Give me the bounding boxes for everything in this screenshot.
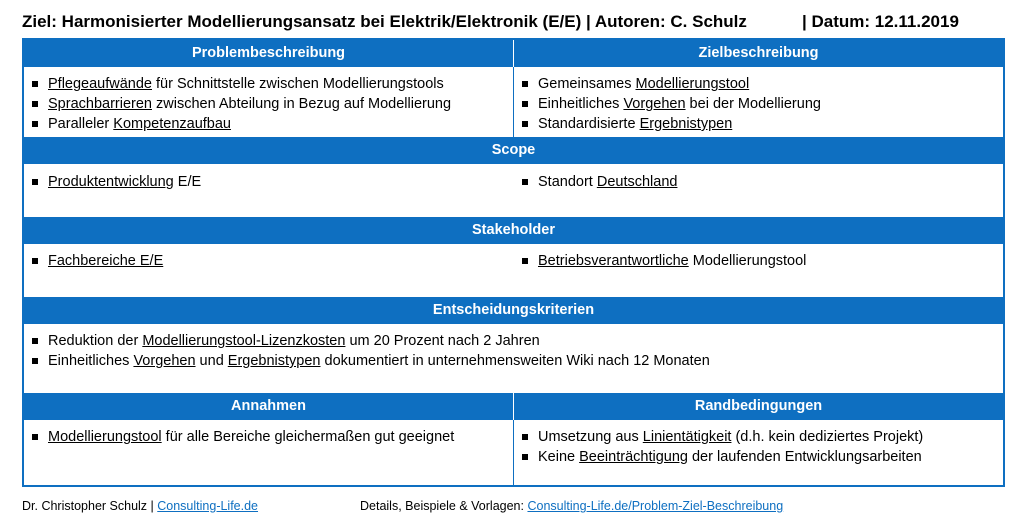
underlined-term: Sprachbarrieren <box>48 96 152 112</box>
item-text: Standort <box>538 174 597 190</box>
list-item <box>32 114 451 134</box>
date-label: | Datum: 12.11.2019 <box>802 12 959 31</box>
bullet-icon <box>522 101 528 107</box>
list-item <box>522 427 923 447</box>
canvas-frame <box>22 38 1005 487</box>
underlined-term: Betriebsverantwortliche <box>538 253 689 269</box>
band-problembeschreibung: Problembeschreibung <box>24 40 513 67</box>
list-item <box>32 251 163 271</box>
item-text: für alle Bereiche gleichermaßen gut geeignet <box>161 429 455 445</box>
item-text: zwischen Abteilung in Bezug auf Modellierung <box>151 96 452 112</box>
list-zielbeschreibung <box>522 74 821 134</box>
bullet-icon <box>32 101 38 107</box>
underlined-term: Pflegeaufwände <box>48 76 152 92</box>
item-text: Umsetzung aus <box>538 429 643 445</box>
underlined-term: Modellierungstool <box>48 429 162 445</box>
list-randbedingungen <box>522 427 923 467</box>
bullet-icon <box>32 121 38 127</box>
list-item <box>522 74 821 94</box>
page-title: Ziel: Harmonisierter Modellierungsansatz bei Elektrik/Elektronik (E/E) | Autoren: C. Schulz <box>22 12 747 31</box>
bullet-icon <box>522 454 528 460</box>
item-text: Keine <box>538 449 580 465</box>
list-item <box>522 251 806 271</box>
list-stakeholder-right <box>522 251 806 271</box>
underlined-term: Beeinträchtigung <box>579 449 688 465</box>
list-item <box>32 172 201 192</box>
band-annahmen: Annahmen <box>24 393 513 420</box>
footer-details <box>360 498 783 514</box>
item-text: Gemeinsames <box>538 76 636 92</box>
underlined-term: Deutschland <box>596 174 678 190</box>
underlined-term: Vorgehen <box>133 353 196 369</box>
list-item <box>32 351 710 371</box>
band-stakeholder: Stakeholder <box>24 217 1003 244</box>
list-entscheidungskriterien <box>32 331 710 371</box>
footer-author-link[interactable]: Consulting-Life.de <box>157 499 259 513</box>
column-divider <box>513 420 514 485</box>
underlined-term: Kompetenzaufbau <box>113 116 231 132</box>
bullet-icon <box>522 434 528 440</box>
list-scope-left <box>32 172 201 192</box>
footer-details-text: Details, Beispiele & Vorlagen: <box>360 499 528 513</box>
item-text: Einheitliches <box>48 353 134 369</box>
list-item <box>32 331 710 351</box>
footer-author-text: Dr. Christopher Schulz | <box>22 499 158 513</box>
list-problembeschreibung <box>32 74 451 134</box>
underlined-term: Produktentwicklung <box>48 174 174 190</box>
item-text: dokumentiert in unternehmensweiten Wiki nach 12 Monaten <box>320 353 710 369</box>
item-text: E/E <box>173 174 202 190</box>
bullet-icon <box>522 121 528 127</box>
item-text: bei der Modellierung <box>685 96 821 112</box>
list-item <box>522 114 821 134</box>
item-text: Modellierungstool <box>688 253 807 269</box>
bullet-icon <box>522 258 528 264</box>
underlined-term: Linientätigkeit <box>642 429 732 445</box>
item-text: Reduktion der <box>48 333 143 349</box>
list-item <box>522 447 923 467</box>
item-text: Paralleler <box>48 116 114 132</box>
item-text: um 20 Prozent nach 2 Jahren <box>345 333 540 349</box>
bullet-icon <box>32 434 38 440</box>
underlined-term: Ergebnistypen <box>227 353 321 369</box>
bullet-icon <box>32 179 38 185</box>
band-scope: Scope <box>24 137 1003 164</box>
band-zielbeschreibung: Zielbeschreibung <box>514 40 1003 67</box>
item-text: Einheitliches <box>538 96 624 112</box>
list-annahmen <box>32 427 454 447</box>
bullet-icon <box>32 338 38 344</box>
band-entscheidungskriterien: Entscheidungskriterien <box>24 297 1003 324</box>
column-divider <box>513 67 514 137</box>
bullet-icon <box>522 179 528 185</box>
bullet-icon <box>32 358 38 364</box>
underlined-term: Ergebnistypen <box>639 116 733 132</box>
underlined-term: Fachbereiche E/E <box>48 253 164 269</box>
underlined-term: Vorgehen <box>623 96 686 112</box>
band-randbedingungen: Randbedingungen <box>514 393 1003 420</box>
underlined-term: Modellierungstool <box>635 76 750 92</box>
item-text: und <box>195 353 228 369</box>
footer-details-link[interactable]: Consulting-Life.de/Problem-Ziel-Beschreibung <box>527 499 784 513</box>
list-item <box>522 94 821 114</box>
list-item <box>32 74 451 94</box>
item-text: der laufenden Entwicklungsarbeiten <box>687 449 922 465</box>
footer-author <box>22 498 258 514</box>
underlined-term: Modellierungstool-Lizenzkosten <box>142 333 346 349</box>
list-stakeholder-left <box>32 251 163 271</box>
bullet-icon <box>32 81 38 87</box>
list-item <box>32 94 451 114</box>
list-item <box>32 427 454 447</box>
item-text: für Schnittstelle zwischen Modellierungstools <box>152 76 444 92</box>
list-item <box>522 172 677 192</box>
bullet-icon <box>32 258 38 264</box>
header <box>22 10 1007 34</box>
list-scope-right <box>522 172 677 192</box>
bullet-icon <box>522 81 528 87</box>
item-text: (d.h. kein dediziertes Projekt) <box>731 429 924 445</box>
item-text: Standardisierte <box>538 116 640 132</box>
